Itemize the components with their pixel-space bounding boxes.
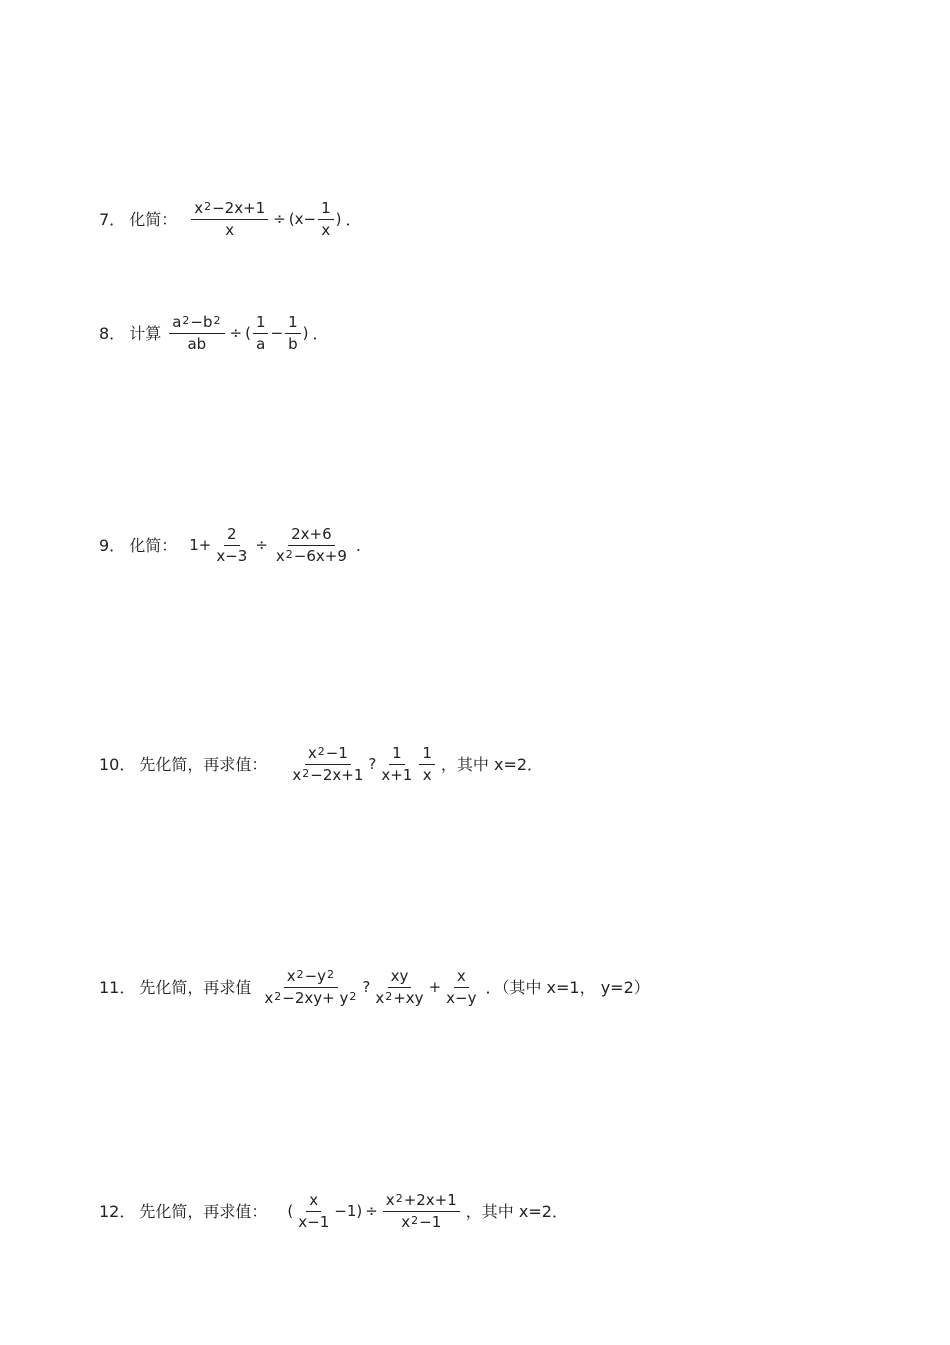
problem-tail: ．（其中 x=1， y=2）	[485, 977, 650, 997]
fraction: $\frac{2x+6}{x^2-6x+9}$	[275, 525, 347, 566]
problem-number: 7．	[99, 209, 126, 229]
problem-number: 11．	[99, 977, 136, 997]
problem-instruction: 计算	[129, 323, 162, 343]
fraction: $\frac{xy}{x^2+xy}$	[375, 967, 424, 1008]
problem-instruction: 先化简，再求值	[139, 977, 252, 997]
fraction: $\frac{x^2+2x+1}{x^2-1}$	[383, 1192, 460, 1232]
problem-number: 10．	[99, 754, 136, 774]
problem-7	[99, 200, 362, 240]
fraction: $\frac{1}{x}$	[318, 200, 334, 240]
problem-tail: ．	[345, 209, 362, 229]
problem-11	[99, 968, 650, 1008]
expression: 1+ $\frac{2}{x-3}$ ÷ $\frac{2x+6}{x^2-6x+9}$	[189, 526, 352, 566]
problem-instruction: 先化简，再求值：	[139, 754, 268, 774]
fraction: $\frac{1}{x+1}$	[381, 744, 413, 785]
fraction: $\frac{x}{x-y}$	[446, 967, 477, 1008]
expression: ( $\frac{x}{x-1}$ −1) ÷ $\frac{x^2+2x+1}{x^2-1}$	[287, 1192, 461, 1232]
problem-number: 9．	[99, 535, 126, 555]
fraction: $\frac{a^2-b^2}{ab}$	[169, 314, 224, 354]
fraction: $\frac{x}{x-1}$	[298, 1191, 330, 1232]
problem-12	[99, 1192, 568, 1232]
fraction: $\frac{2}{x-3}$	[216, 525, 248, 566]
problem-10	[99, 745, 543, 785]
problem-tail: ，其中 x=2．	[440, 754, 544, 774]
expression: $\frac{x^2-1}{x^2-2x+1}$ ? $\frac{1}{x+1}$ $\frac{1}{x}$	[287, 745, 437, 785]
expression: $\frac{a^2-b^2}{ab}$ ÷ ( $\frac{1}{a}$ − $\frac{1}{b}$ )	[167, 314, 308, 354]
problem-9	[99, 526, 361, 566]
fraction: $\frac{1}{x}$	[419, 745, 435, 785]
problem-instruction: 化简：	[129, 209, 178, 229]
fraction: $\frac{x^2-y^2}{x^2-2xy+ y^2}$	[264, 967, 357, 1008]
fraction: $\frac{1}{b}$	[285, 314, 301, 354]
problem-number: 12．	[99, 1201, 136, 1221]
problem-instruction: 先化简，再求值：	[139, 1201, 268, 1221]
problem-tail: ，其中 x=2．	[465, 1201, 568, 1221]
expression: $\frac{x^2-y^2}{x^2-2xy+ y^2}$ ? $\frac{xy}{x^2+xy}$ + $\frac{x}{x-y}$	[259, 968, 481, 1008]
problem-8	[99, 314, 328, 354]
problem-number: 8．	[99, 323, 126, 343]
problem-tail: ．	[312, 323, 329, 343]
fraction: $\frac{1}{a}$	[253, 314, 269, 354]
fraction: $\frac{x^2-2x+1}{x}$	[191, 200, 268, 240]
expression: $\frac{x^2-2x+1}{x}$ ÷ (x− $\frac{1}{x}$ )	[189, 200, 341, 240]
fraction: $\frac{x^2-1}{x^2-2x+1}$	[292, 744, 364, 785]
problem-tail: .	[355, 535, 361, 555]
problem-instruction: 化简：	[129, 535, 178, 555]
